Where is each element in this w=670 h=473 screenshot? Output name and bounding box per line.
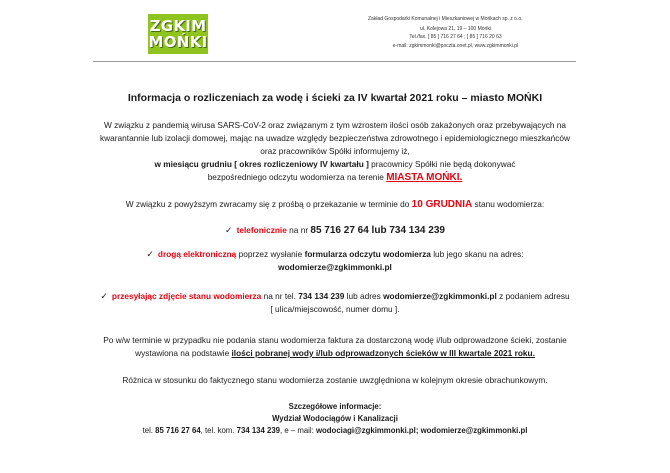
- footer-email-label: , e – mail:: [280, 426, 316, 435]
- paragraph-request: [60, 198, 610, 211]
- company-email: e-mail: zgkimmonki@poczta.onet.pl, www.zgkimmonki.pl: [392, 42, 519, 49]
- checkmark-icon: ✓: [225, 225, 233, 235]
- checkmark-icon: ✓: [146, 249, 154, 259]
- option-photo-text: na nr tel.: [261, 291, 299, 301]
- company-logo: [148, 14, 208, 54]
- intro-line-4: [60, 158, 610, 171]
- option-email-address: wodomierze@zgkimmonki.pl: [278, 262, 392, 272]
- footer-emails: wodociagi@zgkimmonki.pl; wodomierze@zgkimmonki.pl: [315, 426, 528, 435]
- option-phone-numbers: 85 716 27 64 lub 734 134 239: [310, 225, 445, 236]
- company-name: Zakład Gospodarki Komunalnej i Mieszkaniowej w Mońkach sp. z o.o.: [368, 16, 523, 22]
- option-email-text: poprzez wysłanie: [236, 249, 305, 259]
- option-photo-email: wodomierze@zgkimmonki.pl: [383, 291, 497, 301]
- option-phone-text: na nr: [286, 225, 311, 235]
- option-phone-label: telefonicznie: [236, 225, 287, 235]
- option-photo-rest: z podaniem adresu: [496, 291, 570, 301]
- option-photo: [60, 290, 610, 316]
- option-email: [60, 248, 610, 274]
- option-email-rest: lub jego skanu na adres:: [430, 249, 524, 259]
- footer-mobile-label: , tel. kom.: [200, 426, 237, 435]
- header-divider: [93, 61, 576, 62]
- paragraph-billing: [60, 334, 610, 360]
- option-photo-phone: 734 134 239: [298, 291, 345, 301]
- company-header: [368, 15, 543, 50]
- footer-department: Wydział Wodociągów i Kanalizacji: [272, 414, 398, 423]
- intro-rest: pracownicy Spółki nie będą dokonywać: [368, 159, 516, 169]
- paragraph-intro: [60, 119, 610, 184]
- logo-line-2: MOŃKI: [148, 33, 208, 51]
- company-phones: Tel./fax. [ 85 ] 716 27 64 ; [ 85 ] 716 20 63: [409, 34, 502, 40]
- billing-line-1: Po w/w terminie w przypadku nie podania stanu wodomierza faktura za dostarczoną wodę i/lub odprowadzone ścieki, zostanie: [103, 335, 567, 345]
- intro-line-5-text: bezpośredniego odczytu wodomierza na terenie: [207, 172, 387, 182]
- request-rest: stanu wodomierza:: [472, 199, 545, 209]
- intro-line-3: oraz pracowników Spółki informujemy iż,: [260, 146, 410, 156]
- option-phone: [60, 224, 610, 237]
- document-title: Informacja o rozliczeniach za wodę i ścieki za IV kwartał 2021 roku – miasto MOŃKI: [127, 92, 543, 104]
- intro-bold: w miesiącu grudniu [ okres rozliczeniowy IV kwartału ]: [154, 159, 369, 169]
- paragraph-difference: Różnica w stosunku do faktycznego stanu wodomierza zostanie uwzględniona w kolejnym okresie obrachunkowym.: [122, 375, 548, 385]
- option-email-form: formularza odczytu wodomierza: [304, 249, 431, 259]
- logo-line-1: ZGKIM: [149, 17, 207, 35]
- footer-tel: 85 716 27 64: [155, 426, 201, 435]
- option-photo-mid: lub adres: [344, 291, 384, 301]
- intro-city: MIASTA MOŃKI.: [386, 172, 463, 183]
- request-text: W związku z powyższym zwracamy się z prośbą o przekazanie w terminie do: [125, 199, 412, 209]
- request-deadline: 10 GRUDNIA: [411, 199, 473, 210]
- footer-contact: [60, 401, 610, 437]
- intro-line-5: [60, 171, 610, 184]
- option-email-label: drogą elektroniczną: [157, 249, 237, 259]
- checkmark-icon: ✓: [100, 291, 108, 301]
- option-photo-address-hint: [ ulica/miejscowość, numer domu ].: [270, 304, 400, 314]
- billing-line-2: wystawiona na podstawie: [135, 348, 232, 358]
- footer-tel-label: tel.: [142, 426, 156, 435]
- footer-heading: Szczegółowe informacje:: [288, 402, 382, 411]
- company-address: ul. Kolejowa 21, 19 – 100 Mońki: [420, 25, 491, 32]
- intro-line-1: W związku z pandemią wirusa SARS-CoV-2 oraz związanym z tym wzrostem ilości osób zakażonych oraz przebywających na: [103, 120, 567, 130]
- option-photo-label: przesyłając zdjęcie stanu wodomierza: [111, 291, 262, 301]
- billing-basis: ilości pobranej wody i/lub odprowadzonych ścieków w III kwartale 2021 roku.: [231, 348, 535, 358]
- footer-mobile: 734 134 239: [236, 426, 280, 435]
- intro-line-2: kwarantannie lub izolacji domowej, mając na uwadze względy bezpieczeństwa zdrowotnego i epidemiologicznego mieszkańców: [100, 133, 570, 143]
